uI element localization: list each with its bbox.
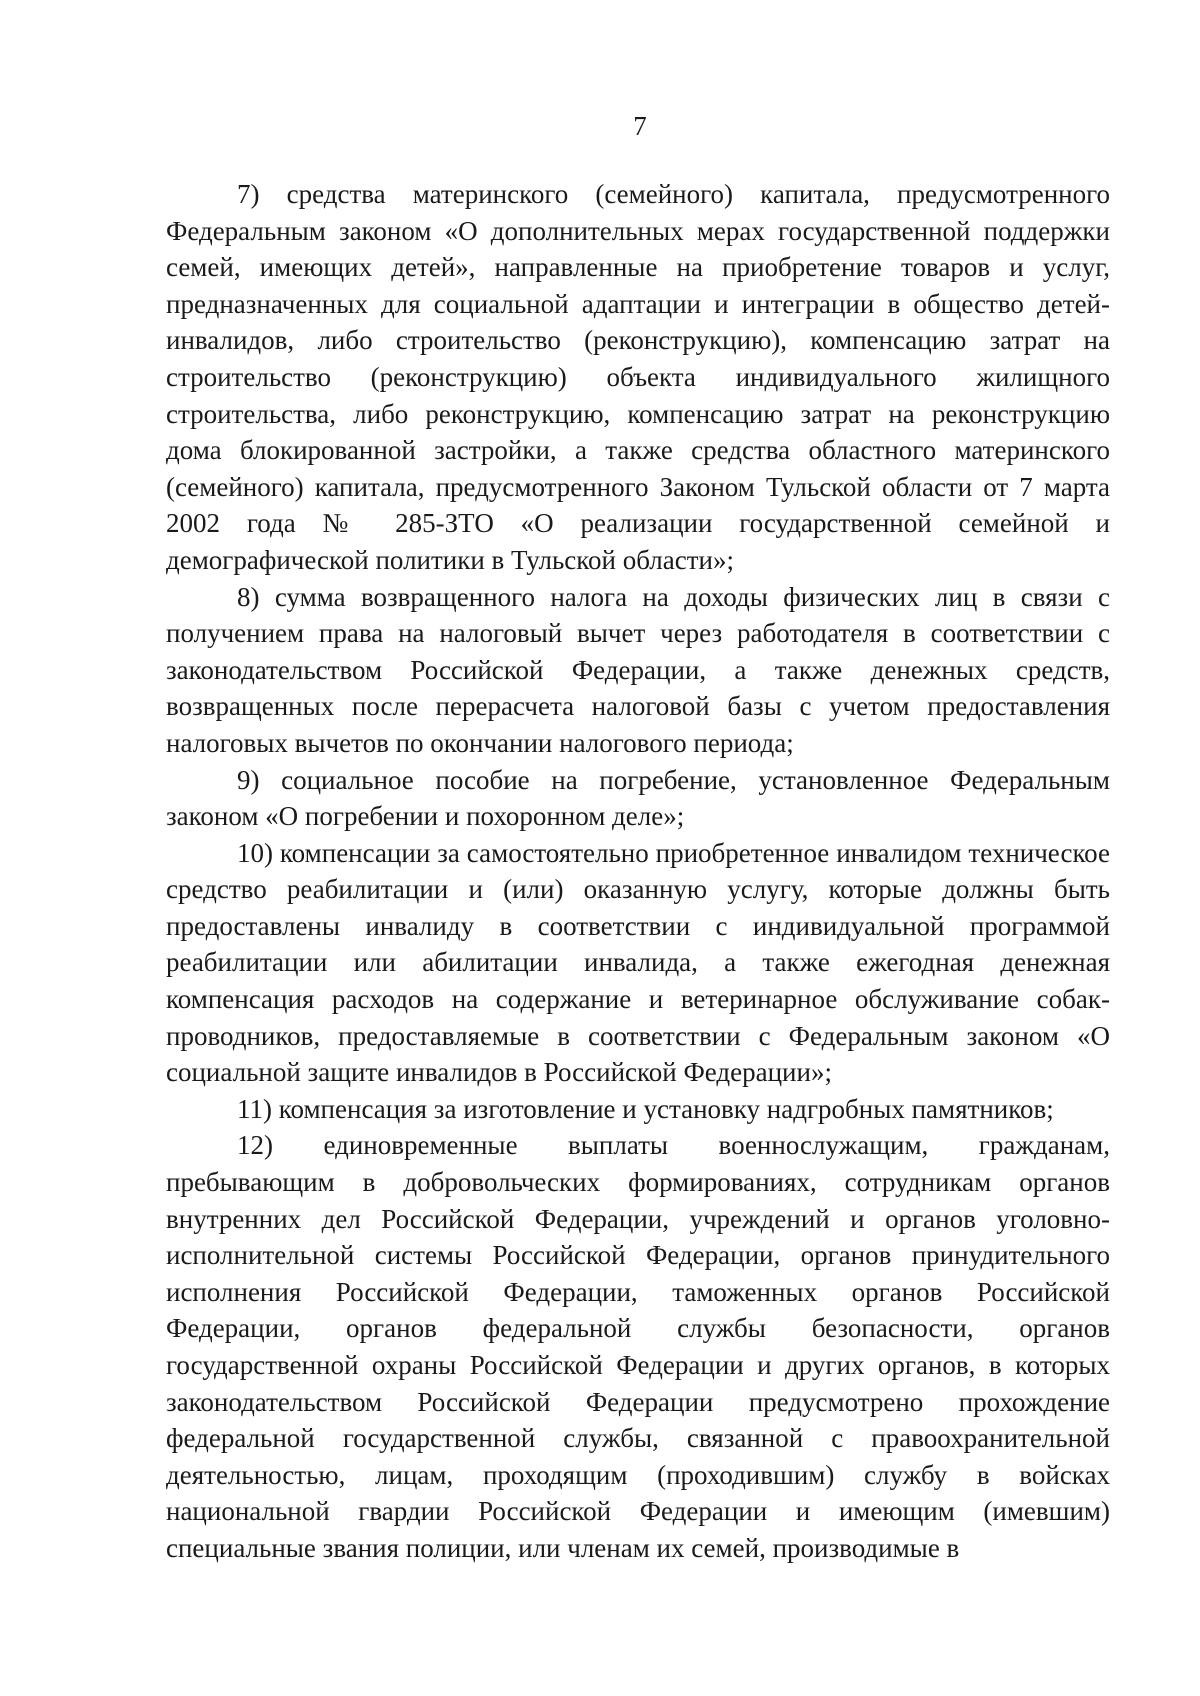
document-body	[166, 176, 1110, 1567]
list-item-9: 9) социальное пособие на погребение, установленное Федеральным законом «О погребении и похоронном деле»;	[166, 764, 1110, 832]
list-item-7: 7) средства материнского (семейного) капитала, предусмотренного Федеральным законом «О дополнительных мерах государственной поддержки семей, имеющих детей», направленные на приобретение товаров и услуг, предназначенных для социальной адаптации и интеграции в общество детей-инвалидов, либо строительство (реконструкцию), компенсацию затрат на строительство (реконструкцию) объекта индивидуального жилищного строительства, либо реконструкцию, компенсацию затрат на реконструкцию дома блокированной застройки, а также средства областного материнского (семейного) капитала, предусмотренного Законом Тульской области от 7 марта 2002 года № 285-ЗТО «О реализации государственной семейной и демографической политики в Тульской области»;	[166, 179, 1110, 575]
list-item-10: 10) компенсации за самостоятельно приобретенное инвалидом техническое средство реабилитации и (или) оказанную услугу, которые должны быть предоставлены инвалиду в соответствии с индивидуальной программой реабилитации или абилитации инвалида, а также ежегодная денежная компенсация расходов на содержание и ветеринарное обслуживание собак-проводников, предоставляемые в соответствии с Федеральным законом «О социальной защите инвалидов в Российской Федерации»;	[166, 837, 1110, 1088]
page-number: 7	[633, 111, 647, 141]
list-item-8: 8) сумма возвращенного налога на доходы физических лиц в связи с получением права на налоговый вычет через работодателя в соответствии с законодательством Российской Федерации, а также денежных средств, возвращенных после перерасчета налоговой базы с учетом предоставления налоговых вычетов по окончании налогового периода;	[166, 581, 1110, 758]
list-item-11: 11) компенсация за изготовление и установку надгробных памятников;	[237, 1093, 1054, 1124]
list-item-12: 12) единовременные выплаты военнослужащим, гражданам, пребывающим в добровольческих формированиях, сотрудникам органов внутренних дел Российской Федерации, учреждений и органов уголовно-исполнительной системы Российской Федерации, органов принудительного исполнения Российской Федерации, таможенных органов Российской Федерации, органов федеральной службы безопасности, органов государственной охраны Российской Федерации и других органов, в которых законодательством Российской Федерации предусмотрено прохождение федеральной государственной службы, связанной с правоохранительной деятельностью, лицам, проходящим (проходившим) службу в войсках национальной гвардии Российской Федерации и имеющим (имевшим) специальные звания полиции, или членам их семей, производимые в	[166, 1130, 1110, 1563]
